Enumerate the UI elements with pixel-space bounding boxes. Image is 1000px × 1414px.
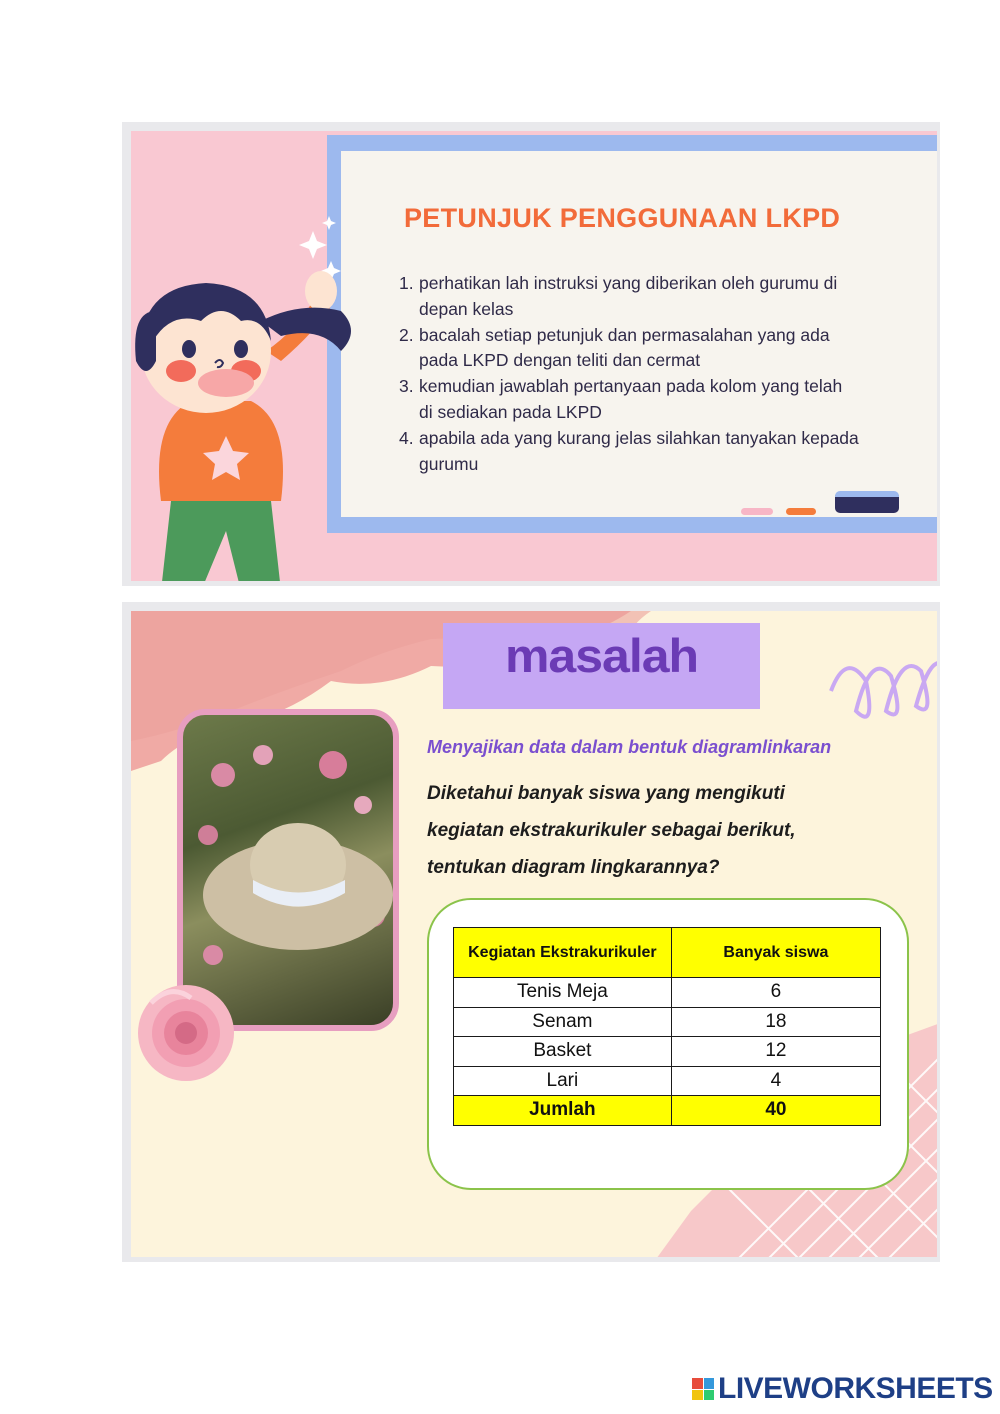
table-row (454, 1066, 881, 1096)
table-row (454, 1007, 881, 1037)
squiggle-decoration (831, 663, 937, 717)
table-header: Banyak siswa (671, 928, 880, 978)
table-cell: Jumlah (454, 1096, 672, 1126)
problem-heading: masalah (504, 629, 699, 683)
slide-problem-canvas (131, 611, 937, 1257)
liveworksheets-brand[interactable] (692, 1372, 993, 1406)
instruction-item: 1. perhatikan lah instruksi yang diberikan oleh gurumu di depan kelas (399, 273, 838, 319)
chalk-pink (741, 508, 773, 515)
table-row (454, 1037, 881, 1067)
table-cell: Basket (454, 1037, 672, 1067)
slide-instructions (122, 122, 940, 586)
table-row (454, 978, 881, 1008)
table-cell: Lari (454, 1066, 672, 1096)
instruction-item: 2. bacalah setiap petunjuk dan permasalahan yang ada pada LKPD dengan teliti dan cermat (399, 324, 830, 371)
table-cell: 18 (671, 1007, 880, 1037)
table-cell: 12 (671, 1037, 880, 1067)
chalk-orange (786, 508, 816, 515)
instructions-list (399, 271, 859, 477)
table-cell: 4 (671, 1066, 880, 1096)
slide-instructions-canvas (131, 131, 937, 581)
brand-name: LIVEWORKSHEETS (718, 1372, 993, 1405)
girl-illustration (131, 211, 351, 581)
table-cell: Senam (454, 1007, 672, 1037)
instruction-item: 4. apabila ada yang kurang jelas silahkan tanyakan kepada gurumu (399, 427, 859, 474)
problem-subtitle: Menyajikan data dalam bentuk diagramlinkaran (427, 737, 832, 757)
table-header-row (454, 928, 881, 978)
instructions-title: PETUNJUK PENGGUNAAN LKPD (404, 203, 841, 233)
table-cell: 6 (671, 978, 880, 1008)
eraser (835, 491, 899, 513)
table-total-row (454, 1096, 881, 1126)
table-header: Kegiatan Ekstrakurikuler (454, 928, 672, 978)
instruction-item: 3. kemudian jawablah pertanyaan pada kolom yang telah di sediakan pada LKPD (399, 376, 843, 422)
activity-table (453, 927, 881, 1126)
problem-description: Diketahui banyak siswa yang mengikuti kegiatan ekstrakurikuler sebagai berikut, tentukan diagram lingkarannya? (427, 783, 796, 878)
slide-problem (122, 602, 940, 1262)
rose-decoration (131, 963, 241, 1108)
liveworksheets-logo-icon (692, 1378, 714, 1400)
table-cell: Tenis Meja (454, 978, 672, 1008)
table-cell: 40 (671, 1096, 880, 1126)
